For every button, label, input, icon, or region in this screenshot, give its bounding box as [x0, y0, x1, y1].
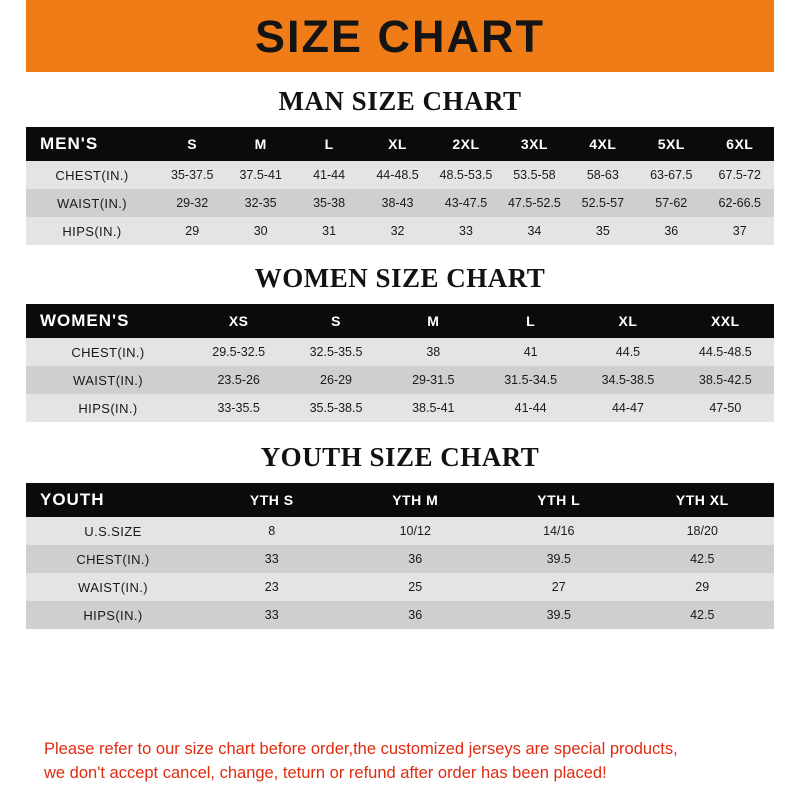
women-hips-xl: 44-47 — [611, 401, 644, 415]
women-chest-xxl: 44.5-48.5 — [698, 345, 752, 359]
youth-chest-l: 39.5 — [546, 552, 571, 566]
women-hips-l: 41-44 — [514, 401, 547, 415]
women-table-head — [26, 304, 774, 338]
women-waist-m: 29-31.5 — [412, 373, 455, 387]
youth-ussize-l: 14/16 — [543, 524, 575, 538]
youth-table-head — [26, 483, 774, 517]
women-waist-xs: 23.5-26 — [217, 373, 260, 387]
man-waist-s: 29-32 — [176, 196, 209, 210]
man-header-2xl: 2XL — [452, 136, 480, 152]
man-header-5xl: 5XL — [657, 136, 685, 152]
table-row — [26, 545, 774, 573]
youth-hips-l: 39.5 — [546, 608, 571, 622]
table-row — [26, 217, 774, 245]
man-hips-4xl: 35 — [595, 224, 610, 238]
man-chest-s: 35-37.5 — [171, 168, 214, 182]
man-chest-4xl: 58-63 — [586, 168, 619, 182]
women-header-label: WOMEN'S — [40, 311, 130, 330]
man-hips-l: 31 — [322, 224, 337, 238]
man-hips-label: HIPS(IN.) — [62, 223, 122, 239]
man-waist-xl: 38-43 — [381, 196, 414, 210]
women-hips-label: HIPS(IN.) — [78, 400, 138, 416]
man-hips-xl: 32 — [390, 224, 405, 238]
man-waist-l: 35-38 — [313, 196, 346, 210]
women-waist-xl: 34.5-38.5 — [601, 373, 655, 387]
youth-waist-l: 27 — [551, 580, 566, 594]
women-waist-xxl: 38.5-42.5 — [698, 373, 752, 387]
women-hips-xxl: 47-50 — [709, 401, 742, 415]
youth-table-body — [26, 517, 774, 629]
youth-hips-label: HIPS(IN.) — [83, 607, 143, 623]
man-hips-s: 29 — [185, 224, 200, 238]
man-chest-2xl: 48.5-53.5 — [439, 168, 493, 182]
man-header-m: M — [254, 136, 267, 152]
banner-right-mask — [774, 0, 800, 72]
man-header-s: S — [187, 136, 198, 152]
youth-waist-xl: 29 — [695, 580, 710, 594]
women-chest-l: 41 — [523, 345, 538, 359]
man-header-xl: XL — [388, 136, 407, 152]
women-header-s: S — [331, 313, 341, 329]
man-header-label: MEN'S — [40, 134, 99, 153]
youth-ussize-xl: 18/20 — [686, 524, 718, 538]
chart-content — [0, 72, 800, 800]
youth-ussize-s: 8 — [268, 524, 276, 538]
women-size-table — [26, 304, 774, 422]
man-header-4xl: 4XL — [589, 136, 617, 152]
women-chest-label: CHEST(IN.) — [71, 344, 145, 360]
table-row — [26, 394, 774, 422]
women-chest-xl: 44.5 — [615, 345, 641, 359]
youth-header-xl: YTH XL — [675, 492, 729, 508]
youth-header-s: YTH S — [249, 492, 294, 508]
page-banner — [0, 0, 800, 72]
table-row — [26, 573, 774, 601]
man-waist-6xl: 62-66.5 — [718, 196, 761, 210]
youth-waist-m: 25 — [408, 580, 423, 594]
man-hips-5xl: 36 — [664, 224, 679, 238]
man-waist-m: 32-35 — [244, 196, 277, 210]
table-row — [26, 601, 774, 629]
women-table-body — [26, 338, 774, 422]
man-header-6xl: 6XL — [726, 136, 754, 152]
youth-hips-m: 36 — [408, 608, 423, 622]
women-waist-label: WAIST(IN.) — [73, 372, 143, 388]
man-chest-m: 37.5-41 — [239, 168, 282, 182]
youth-chest-label: CHEST(IN.) — [76, 551, 150, 567]
man-waist-label: WAIST(IN.) — [57, 195, 127, 211]
women-header-l: L — [526, 313, 536, 329]
youth-header-m: YTH M — [392, 492, 439, 508]
man-waist-3xl: 47.5-52.5 — [507, 196, 561, 210]
man-hips-3xl: 34 — [527, 224, 542, 238]
man-chest-xl: 44-48.5 — [376, 168, 419, 182]
women-header-xs: XS — [228, 313, 249, 329]
footer-line-1: Please refer to our size chart before order,the customized jerseys are special products, — [44, 740, 678, 759]
women-chest-s: 32.5-35.5 — [309, 345, 363, 359]
footer-disclaimer — [26, 728, 774, 800]
youth-chest-s: 33 — [264, 552, 279, 566]
women-waist-l: 31.5-34.5 — [504, 373, 558, 387]
women-hips-s: 35.5-38.5 — [309, 401, 363, 415]
women-hips-xs: 33-35.5 — [217, 401, 260, 415]
man-hips-2xl: 33 — [459, 224, 473, 238]
man-hips-6xl: 37 — [732, 224, 747, 238]
man-waist-5xl: 57-62 — [655, 196, 688, 210]
women-waist-s: 26-29 — [320, 373, 352, 387]
table-row — [26, 189, 774, 217]
table-row — [26, 338, 774, 366]
women-header-xl: XL — [618, 313, 638, 329]
man-header-l: L — [324, 136, 334, 152]
man-table-head — [26, 127, 774, 161]
table-row — [26, 366, 774, 394]
page-title: SIZE CHART — [255, 10, 545, 62]
banner-left-mask — [0, 0, 26, 72]
man-waist-4xl: 52.5-57 — [581, 196, 625, 210]
table-row — [26, 161, 774, 189]
man-size-table — [26, 127, 774, 245]
youth-section-title: YOUTH SIZE CHART — [260, 442, 540, 472]
youth-header-label: YOUTH — [40, 490, 105, 509]
man-chest-l: 41-44 — [313, 168, 346, 182]
table-header-row — [26, 483, 774, 517]
youth-hips-s: 33 — [264, 608, 279, 622]
man-chest-label: CHEST(IN.) — [55, 167, 129, 183]
man-chest-5xl: 63-67.5 — [650, 168, 693, 182]
man-waist-2xl: 43-47.5 — [444, 196, 488, 210]
youth-size-table — [26, 483, 774, 629]
footer-line-2: we don't accept cancel, change, teturn or refund after order has been placed! — [44, 764, 607, 783]
man-section-title: MAN SIZE CHART — [278, 86, 522, 116]
women-header-m: M — [427, 313, 440, 329]
table-header-row — [26, 127, 774, 161]
man-table-body — [26, 161, 774, 245]
youth-waist-label: WAIST(IN.) — [78, 579, 148, 595]
youth-chest-xl: 42.5 — [690, 552, 715, 566]
youth-hips-xl: 42.5 — [690, 608, 715, 622]
women-header-xxl: XXL — [710, 313, 740, 329]
youth-ussize-label: U.S.SIZE — [84, 523, 142, 539]
women-chest-m: 38 — [426, 345, 441, 359]
women-chest-xs: 29.5-32.5 — [212, 345, 266, 359]
man-chest-3xl: 53.5-58 — [513, 168, 556, 182]
youth-waist-s: 23 — [264, 580, 279, 594]
man-hips-m: 30 — [253, 224, 268, 238]
table-row — [26, 517, 774, 545]
women-section-title: WOMEN SIZE CHART — [254, 263, 546, 293]
man-header-3xl: 3XL — [520, 136, 548, 152]
table-header-row — [26, 304, 774, 338]
youth-chest-m: 36 — [408, 552, 423, 566]
women-hips-m: 38.5-41 — [412, 401, 455, 415]
youth-ussize-m: 10/12 — [399, 524, 431, 538]
youth-header-l: YTH L — [537, 492, 581, 508]
man-chest-6xl: 67.5-72 — [718, 168, 761, 182]
